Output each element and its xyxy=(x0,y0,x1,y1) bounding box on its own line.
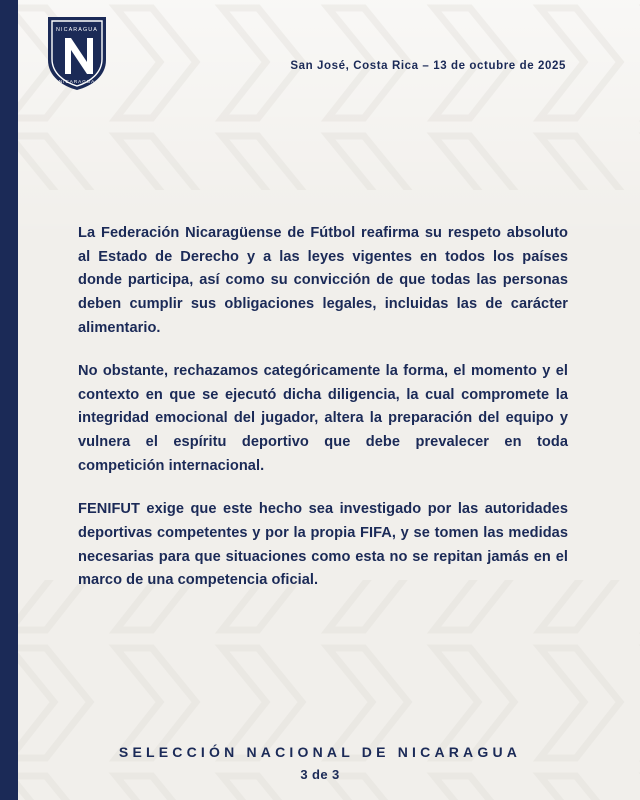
footer-title: SELECCIÓN NACIONAL DE NICARAGUA xyxy=(118,744,522,760)
left-accent-bar xyxy=(0,0,18,800)
page-indicator: 3 de 3 xyxy=(300,767,340,782)
svg-text:NICARAGUA: NICARAGUA xyxy=(58,79,96,84)
paragraph-3: FENIFUT exige que este hecho sea investigado por las autoridades deportivas competentes y por la propia FIFA, y se tomen las medidas necesarias para que situaciones como esta no se repitan jamás en el marco de una competencia oficial. xyxy=(78,501,568,589)
svg-text:NICARAGUA: NICARAGUA xyxy=(56,27,98,33)
paragraph-2: No obstante, rechazamos categóricamente la forma, el momento y el contexto en que se ejecutó dicha diligencia, la cual compromete la integridad emocional del jugador, altera la preparación del equipo y vulnera el espíritu deportivo que debe prevalecer en toda competición internacional. xyxy=(78,363,568,474)
document-header xyxy=(0,0,640,120)
document-footer xyxy=(0,744,640,782)
federation-crest-icon xyxy=(46,14,108,92)
statement-body xyxy=(78,222,568,593)
dateline: San José, Costa Rica – 13 de octubre de 2025 xyxy=(290,60,566,72)
paragraph-1: La Federación Nicaragüense de Fútbol reafirma su respeto absoluto al Estado de Derecho y a las leyes vigentes en todos los países donde participa, así como su convicción de que todas las personas deben cumplir sus obligaciones legales, incluidas las de carácter alimentario. xyxy=(78,225,568,336)
